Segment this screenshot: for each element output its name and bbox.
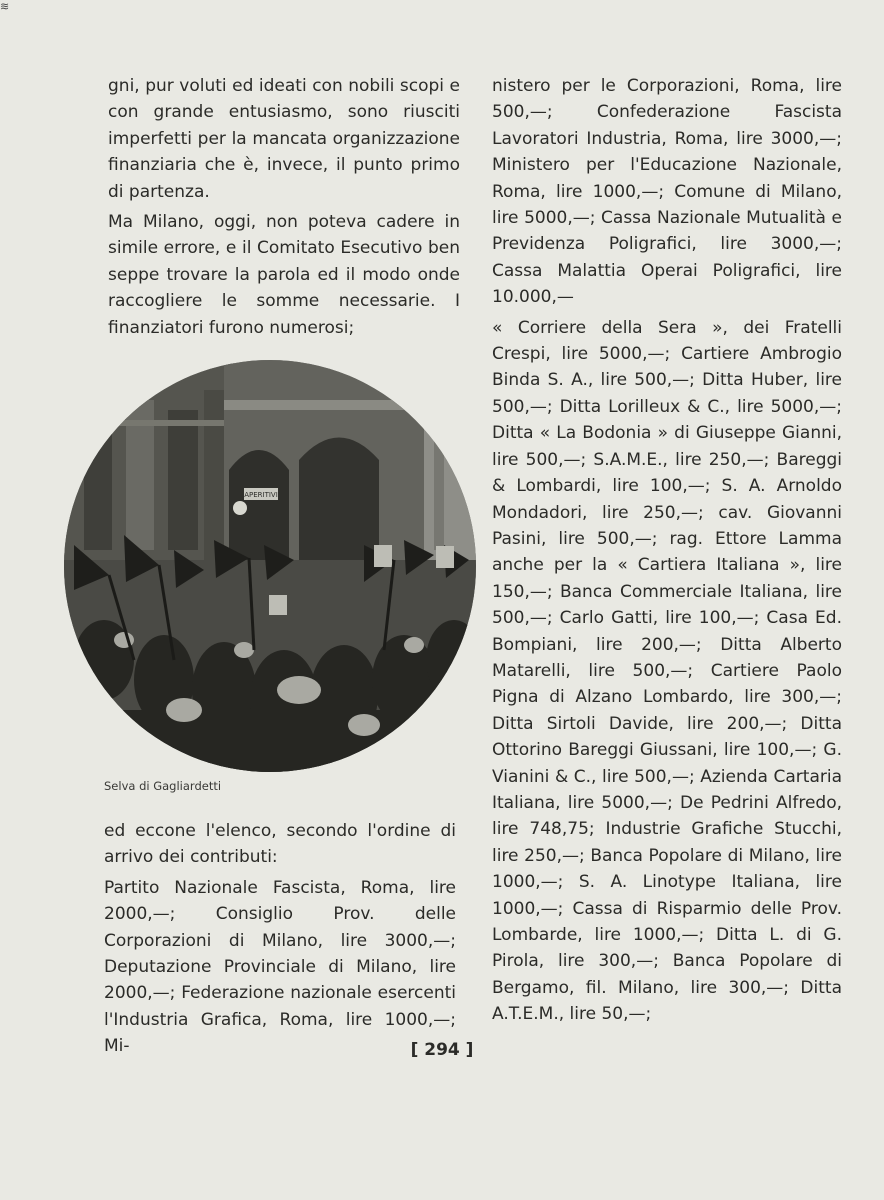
paragraph: « Corriere della Sera », dei Fratelli Crespi, lire 5000,—; Cartiere Ambrogio Binda S. A., lire 500,—; Ditta Huber, lire 500,—; Ditta Lorilleux & C., lire 5000,—; Ditta « La Bodonia » di Giuseppe Gianni, lire 500,—; S.A.M.E., lire 250,—; Bareggi & Lombardi, lire 100,—; S. A. Arnoldo Mondadori, lire 250,—; cav. Giovanni Pasini, lire 500,—; rag. Ettore Lamma anche per la « Cartiera Italiana », lire 150,—; Banca Commerciale Italiana, lire 500,—; Carlo Gatti, lire 100,—; Casa Ed. Bompiani, lire 200,—; Ditta Alberto Matarelli, lire 500,—; Cartiere Paolo Pigna di Alzano Lombardo, lire 300,—; Ditta Sirtoli Davide, lire 200,—; Ditta Ottorino Bareggi Giussani, lire 100,—; G. Vianini & C., lire 500,—; Azienda Cartaria Italiana, lire 5000,—; De Pedrini Alfredo, lire 748,75; Industrie Grafiche Stucchi, lire 250,—; Banca Popolare di Milano, lire 1000,—; S. A. Linotype Italiana, lire 1000,—; Cassa di Risparmio delle Prov. Lombarde, lire 1000,—; Ditta L. di G. Pirola, lire 300,—; Banca Popolare di Bergamo, fil. Milano, lire 300,—; Ditta A.T.E.M., lire 50,—; xyxy=(492,317,842,1025)
sign-text: APERITIVI xyxy=(244,491,278,499)
corner-mark: ≋ xyxy=(0,0,10,13)
right-column xyxy=(492,73,842,1028)
paragraph: Partito Nazionale Fascista, Roma, lire 2000,—; Consiglio Prov. delle Corporazioni di Milano, lire 3000,—; Deputazione Provinciale di Milano, lire 2000,—; Federazione nazionale esercenti l'Industria Grafica, Roma, lire 1000,—; Mi- xyxy=(104,877,456,1057)
paragraph: Ma Milano, oggi, non poteva cadere in simile errore, e il Comitato Esecutivo ben seppe trovare la parola ed il modo onde raccogliere le somme necessarie. I finanziatori furono numerosi; xyxy=(108,212,460,338)
photo-caption: Selva di Gagliardetti xyxy=(104,779,222,793)
parade-photo xyxy=(64,360,476,772)
page-number: [ 294 ] xyxy=(410,1040,474,1060)
circular-photo xyxy=(64,360,476,772)
parade-illustration xyxy=(64,360,476,772)
left-column-bottom xyxy=(104,818,456,1060)
paragraph: gni, pur voluti ed ideati con nobili scopi e con grande entusiasmo, sono riusciti imperfetti per la mancata organizzazione finanziaria che è, invece, il punto primo di partenza. xyxy=(108,76,460,202)
paragraph: nistero per le Corporazioni, Roma, lire 500,—; Confederazione Fascista Lavoratori Industria, Roma, lire 3000,—; Ministero per l'Educazione Nazionale, Roma, lire 1000,—; Comune di Milano, lire 5000,—; Cassa Nazionale Mutualità e Previdenza Poligrafici, lire 3000,—; Cassa Malattia Operai Poligrafici, lire 10.000,— xyxy=(492,76,842,308)
paragraph: ed eccone l'elenco, secondo l'ordine di arrivo dei contributi: xyxy=(104,821,456,868)
left-column-top xyxy=(108,73,460,341)
